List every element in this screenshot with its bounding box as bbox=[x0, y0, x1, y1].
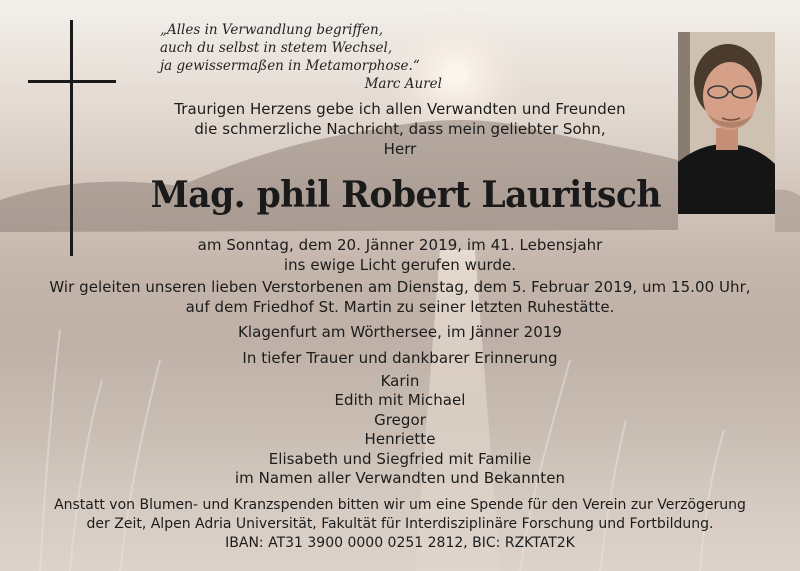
quote-block bbox=[160, 21, 460, 93]
mourner-name: Henriette bbox=[364, 430, 436, 449]
donation-iban: IBAN: AT31 3900 0000 0251 2812, BIC: RZKTAT2K bbox=[225, 535, 575, 551]
mourner-name: im Namen aller Verwandten und Bekannten bbox=[234, 469, 566, 488]
death-line: am Sonntag, dem 20. Jänner 2019, im 41. Lebensjahr bbox=[197, 236, 603, 254]
quote-author: Marc Aurel bbox=[364, 76, 442, 92]
donation-info bbox=[0, 496, 800, 553]
mourner-name: Karin bbox=[380, 372, 420, 390]
mourning-line: In tiefer Trauer und dankbarer Erinnerung bbox=[242, 349, 558, 367]
donation-line: der Zeit, Alpen Adria Universität, Fakultät für Interdisziplinäre Forschung und Fortbildung. bbox=[86, 516, 714, 532]
intro-line: die schmerzliche Nachricht, dass mein geliebter Sohn, bbox=[194, 120, 606, 138]
mourner-name: Gregor bbox=[374, 410, 426, 429]
mourner-name: Edith mit Michael bbox=[334, 391, 466, 410]
place-date: Klagenfurt am Wörthersee, im Jänner 2019 bbox=[237, 323, 563, 341]
death-line: ins ewige Licht gerufen wurde. bbox=[283, 256, 517, 274]
quote-line: auch du selbst in stetem Wechsel, bbox=[160, 40, 393, 56]
intro-line: Traurigen Herzens gebe ich allen Verwandten und Freunden bbox=[174, 100, 626, 118]
mourners-list bbox=[0, 372, 800, 488]
donation-line: Anstatt von Blumen- und Kranzspenden bitten wir um eine Spende für den Verein zur Verzögerung bbox=[54, 497, 746, 513]
intro-text bbox=[0, 99, 800, 159]
funeral-info bbox=[0, 277, 800, 317]
quote-line: ja gewissermaßen in Metamorphose.“ bbox=[160, 58, 420, 74]
quote-line: „Alles in Verwandlung begriffen, bbox=[160, 22, 384, 38]
mourner-name: Elisabeth und Siegfried mit Familie bbox=[268, 449, 532, 468]
death-info bbox=[0, 235, 800, 275]
intro-line: Herr bbox=[383, 140, 417, 158]
funeral-line: Wir geleiten unseren lieben Verstorbenen am Dienstag, dem 5. Februar 2019, um 15.00 Uhr, bbox=[49, 278, 751, 296]
deceased-name: Mag. phil Robert Lauritsch bbox=[150, 174, 661, 216]
funeral-line: auf dem Friedhof St. Martin zu seiner letzten Ruhestätte. bbox=[185, 298, 615, 316]
